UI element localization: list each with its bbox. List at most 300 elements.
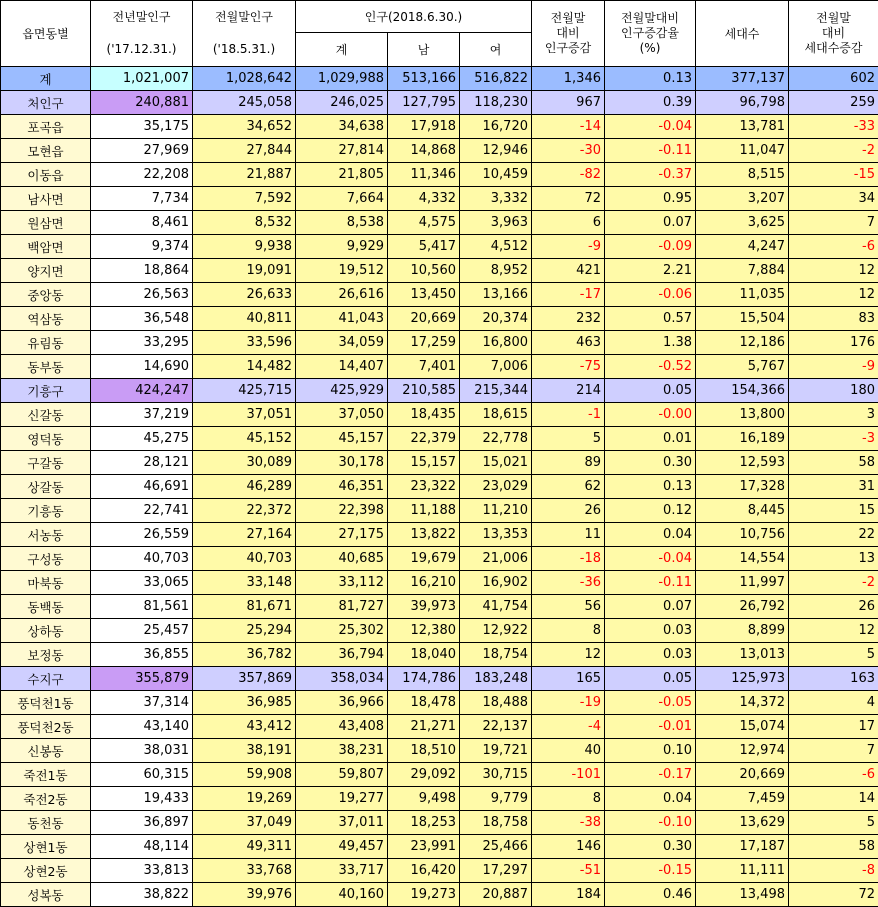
cell-value: 4	[789, 691, 878, 715]
cell-value: -0.04	[605, 115, 696, 139]
table-row	[1, 427, 878, 451]
region-name: 기흥구	[1, 379, 91, 403]
region-name: 서농동	[1, 523, 91, 547]
cell-value: 1,021,007	[91, 67, 193, 91]
cell-value: 18,488	[460, 691, 532, 715]
table-row	[1, 643, 878, 667]
cell-value: 16,902	[460, 571, 532, 595]
cell-value: 259	[789, 91, 878, 115]
region-name: 죽전2동	[1, 787, 91, 811]
cell-value: 8,515	[696, 163, 789, 187]
cell-value: -17	[532, 283, 605, 307]
table-row	[1, 787, 878, 811]
cell-value: 18,478	[388, 691, 460, 715]
cell-value: 28,121	[91, 451, 193, 475]
header-pop-change: 전월말 대비 인구증감	[532, 1, 605, 67]
cell-value: 17,328	[696, 475, 789, 499]
cell-value: 56	[532, 595, 605, 619]
cell-value: 11	[532, 523, 605, 547]
cell-value: -6	[789, 763, 878, 787]
cell-value: 6	[532, 211, 605, 235]
cell-value: 0.13	[605, 475, 696, 499]
region-name: 신갈동	[1, 403, 91, 427]
cell-value: 22,208	[91, 163, 193, 187]
cell-value: 27,175	[296, 523, 388, 547]
cell-value: 20,669	[388, 307, 460, 331]
cell-value: 13,822	[388, 523, 460, 547]
cell-value: 127,795	[388, 91, 460, 115]
cell-value: 33,717	[296, 859, 388, 883]
table-row	[1, 811, 878, 835]
cell-value: 26	[532, 499, 605, 523]
cell-value: -101	[532, 763, 605, 787]
cell-value: 14,482	[193, 355, 296, 379]
cell-value: 15,021	[460, 451, 532, 475]
cell-value: 30,089	[193, 451, 296, 475]
region-name: 동백동	[1, 595, 91, 619]
cell-value: 38,191	[193, 739, 296, 763]
cell-value: -9	[532, 235, 605, 259]
cell-value: 18,435	[388, 403, 460, 427]
cell-value: -0.11	[605, 571, 696, 595]
cell-value: 11,188	[388, 499, 460, 523]
cell-value: 58	[789, 835, 878, 859]
cell-value: -38	[532, 811, 605, 835]
region-name: 남사면	[1, 187, 91, 211]
cell-value: 46,289	[193, 475, 296, 499]
cell-value: 11,047	[696, 139, 789, 163]
cell-value: -0.15	[605, 859, 696, 883]
cell-value: 0.13	[605, 67, 696, 91]
cell-value: 38,231	[296, 739, 388, 763]
cell-value: 3,625	[696, 211, 789, 235]
cell-value: 59,807	[296, 763, 388, 787]
cell-value: 38,822	[91, 883, 193, 907]
table-row	[1, 835, 878, 859]
cell-value: 7	[789, 739, 878, 763]
cell-value: 180	[789, 379, 878, 403]
region-name: 동부동	[1, 355, 91, 379]
region-name: 유림동	[1, 331, 91, 355]
table-row	[1, 163, 878, 187]
cell-value: 8,532	[193, 211, 296, 235]
cell-value: 18,864	[91, 259, 193, 283]
cell-value: 13,800	[696, 403, 789, 427]
table-row	[1, 187, 878, 211]
region-name: 계	[1, 67, 91, 91]
region-name: 이동읍	[1, 163, 91, 187]
cell-value: 245,058	[193, 91, 296, 115]
region-name: 원삼면	[1, 211, 91, 235]
cell-value: 16,800	[460, 331, 532, 355]
cell-value: 15,074	[696, 715, 789, 739]
cell-value: 22,372	[193, 499, 296, 523]
cell-value: 18,510	[388, 739, 460, 763]
cell-value: 33,768	[193, 859, 296, 883]
cell-value: 13,781	[696, 115, 789, 139]
cell-value: -8	[789, 859, 878, 883]
cell-value: 8	[532, 787, 605, 811]
cell-value: 36,985	[193, 691, 296, 715]
cell-value: 43,408	[296, 715, 388, 739]
cell-value: 8,461	[91, 211, 193, 235]
cell-value: 7	[789, 211, 878, 235]
cell-value: 513,166	[388, 67, 460, 91]
cell-value: 146	[532, 835, 605, 859]
cell-value: 34,638	[296, 115, 388, 139]
cell-value: 21,006	[460, 547, 532, 571]
cell-value: 14	[789, 787, 878, 811]
cell-value: 13	[789, 547, 878, 571]
header-female: 여	[460, 33, 532, 67]
cell-value: 18,253	[388, 811, 460, 835]
cell-value: 38,031	[91, 739, 193, 763]
cell-value: 3,207	[696, 187, 789, 211]
cell-value: 33,112	[296, 571, 388, 595]
cell-value: 23,029	[460, 475, 532, 499]
cell-value: 22,379	[388, 427, 460, 451]
cell-value: 26	[789, 595, 878, 619]
table-row	[1, 283, 878, 307]
cell-value: 14,868	[388, 139, 460, 163]
cell-value: -0.09	[605, 235, 696, 259]
cell-value: 21,805	[296, 163, 388, 187]
table-row	[1, 451, 878, 475]
table-row	[1, 571, 878, 595]
cell-value: 49,311	[193, 835, 296, 859]
cell-value: 0.57	[605, 307, 696, 331]
subtotal-row	[1, 91, 878, 115]
cell-value: 37,051	[193, 403, 296, 427]
cell-value: 31	[789, 475, 878, 499]
cell-value: 7,401	[388, 355, 460, 379]
cell-value: 27,164	[193, 523, 296, 547]
cell-value: 59,908	[193, 763, 296, 787]
cell-value: 11,997	[696, 571, 789, 595]
cell-value: 26,633	[193, 283, 296, 307]
cell-value: 72	[789, 883, 878, 907]
cell-value: 40	[532, 739, 605, 763]
table-row	[1, 883, 878, 907]
cell-value: 7,459	[696, 787, 789, 811]
cell-value: 154,366	[696, 379, 789, 403]
cell-value: 13,166	[460, 283, 532, 307]
cell-value: 17	[789, 715, 878, 739]
cell-value: 8,899	[696, 619, 789, 643]
cell-value: -0.04	[605, 547, 696, 571]
cell-value: 41,043	[296, 307, 388, 331]
cell-value: 17,297	[460, 859, 532, 883]
region-name: 양지면	[1, 259, 91, 283]
cell-value: 9,938	[193, 235, 296, 259]
cell-value: 36,897	[91, 811, 193, 835]
cell-value: 12,922	[460, 619, 532, 643]
cell-value: 421	[532, 259, 605, 283]
cell-value: 81,671	[193, 595, 296, 619]
cell-value: 13,629	[696, 811, 789, 835]
cell-value: 25,302	[296, 619, 388, 643]
region-name: 구성동	[1, 547, 91, 571]
cell-value: -0.05	[605, 691, 696, 715]
table-body	[1, 67, 878, 907]
cell-value: 26,616	[296, 283, 388, 307]
cell-value: 22,398	[296, 499, 388, 523]
cell-value: 9,929	[296, 235, 388, 259]
cell-value: 25,457	[91, 619, 193, 643]
cell-value: 10,756	[696, 523, 789, 547]
cell-value: 9,779	[460, 787, 532, 811]
cell-value: -0.00	[605, 403, 696, 427]
table-row	[1, 235, 878, 259]
cell-value: 210,585	[388, 379, 460, 403]
cell-value: 34,059	[296, 331, 388, 355]
cell-value: 20,669	[696, 763, 789, 787]
cell-value: 118,230	[460, 91, 532, 115]
cell-value: 33,065	[91, 571, 193, 595]
table-row	[1, 403, 878, 427]
table-row	[1, 259, 878, 283]
cell-value: 4,575	[388, 211, 460, 235]
cell-value: 15	[789, 499, 878, 523]
cell-value: 12,974	[696, 739, 789, 763]
cell-value: 34	[789, 187, 878, 211]
cell-value: -14	[532, 115, 605, 139]
cell-value: -4	[532, 715, 605, 739]
cell-value: 46,691	[91, 475, 193, 499]
cell-value: 58	[789, 451, 878, 475]
cell-value: 27,814	[296, 139, 388, 163]
cell-value: 0.07	[605, 595, 696, 619]
cell-value: 20,374	[460, 307, 532, 331]
cell-value: -82	[532, 163, 605, 187]
cell-value: 5	[532, 427, 605, 451]
cell-value: 5,767	[696, 355, 789, 379]
region-name: 풍덕천1동	[1, 691, 91, 715]
cell-value: 0.30	[605, 835, 696, 859]
cell-value: 10,560	[388, 259, 460, 283]
cell-value: -0.06	[605, 283, 696, 307]
cell-value: -30	[532, 139, 605, 163]
cell-value: 17,259	[388, 331, 460, 355]
cell-value: 11,346	[388, 163, 460, 187]
table-row	[1, 859, 878, 883]
header-current-population: 인구(2018.6.30.)	[296, 1, 532, 33]
region-name: 처인구	[1, 91, 91, 115]
cell-value: 15,157	[388, 451, 460, 475]
cell-value: 12,380	[388, 619, 460, 643]
cell-value: 19,512	[296, 259, 388, 283]
cell-value: 14,407	[296, 355, 388, 379]
header-change-rate: 전월말대비 인구증감율 (%)	[605, 1, 696, 67]
header-households: 세대수	[696, 1, 789, 67]
cell-value: -0.37	[605, 163, 696, 187]
cell-value: 10,459	[460, 163, 532, 187]
cell-value: 22	[789, 523, 878, 547]
region-name: 풍덕천2동	[1, 715, 91, 739]
header-hh-change: 전월말 대비 세대수증감	[789, 1, 878, 67]
cell-value: 39,976	[193, 883, 296, 907]
cell-value: 7,884	[696, 259, 789, 283]
cell-value: -0.17	[605, 763, 696, 787]
table-row	[1, 547, 878, 571]
cell-value: 5,417	[388, 235, 460, 259]
cell-value: -3	[789, 427, 878, 451]
table-row	[1, 475, 878, 499]
region-name: 백암면	[1, 235, 91, 259]
cell-value: 40,703	[91, 547, 193, 571]
cell-value: 22,741	[91, 499, 193, 523]
cell-value: 7,006	[460, 355, 532, 379]
cell-value: -51	[532, 859, 605, 883]
cell-value: 0.05	[605, 379, 696, 403]
header-region: 읍면동별	[1, 1, 91, 67]
cell-value: 43,140	[91, 715, 193, 739]
cell-value: 81,561	[91, 595, 193, 619]
cell-value: 0.30	[605, 451, 696, 475]
cell-value: 424,247	[91, 379, 193, 403]
cell-value: 37,219	[91, 403, 193, 427]
cell-value: 12	[532, 643, 605, 667]
cell-value: 12	[789, 259, 878, 283]
cell-value: 0.39	[605, 91, 696, 115]
cell-value: 9,374	[91, 235, 193, 259]
cell-value: 11,111	[696, 859, 789, 883]
cell-value: 7,734	[91, 187, 193, 211]
cell-value: 3	[789, 403, 878, 427]
cell-value: -2	[789, 571, 878, 595]
cell-value: 21,271	[388, 715, 460, 739]
cell-value: 16,189	[696, 427, 789, 451]
total-row	[1, 67, 878, 91]
cell-value: 40,160	[296, 883, 388, 907]
cell-value: -0.01	[605, 715, 696, 739]
cell-value: 48,114	[91, 835, 193, 859]
cell-value: 45,152	[193, 427, 296, 451]
cell-value: 183,248	[460, 667, 532, 691]
cell-value: 0.01	[605, 427, 696, 451]
cell-value: -0.11	[605, 139, 696, 163]
cell-value: 246,025	[296, 91, 388, 115]
region-name: 죽전1동	[1, 763, 91, 787]
cell-value: 16,720	[460, 115, 532, 139]
table-row	[1, 139, 878, 163]
cell-value: 14,554	[696, 547, 789, 571]
cell-value: 16,210	[388, 571, 460, 595]
cell-value: 0.12	[605, 499, 696, 523]
cell-value: 15,504	[696, 307, 789, 331]
cell-value: -6	[789, 235, 878, 259]
cell-value: 19,721	[460, 739, 532, 763]
cell-value: 41,754	[460, 595, 532, 619]
region-name: 상현1동	[1, 835, 91, 859]
cell-value: -36	[532, 571, 605, 595]
cell-value: 46,351	[296, 475, 388, 499]
region-name: 구갈동	[1, 451, 91, 475]
table-row	[1, 619, 878, 643]
cell-value: 165	[532, 667, 605, 691]
cell-value: -0.52	[605, 355, 696, 379]
cell-value: -0.10	[605, 811, 696, 835]
cell-value: 12,186	[696, 331, 789, 355]
cell-value: 23,322	[388, 475, 460, 499]
cell-value: 516,822	[460, 67, 532, 91]
cell-value: 45,157	[296, 427, 388, 451]
cell-value: -33	[789, 115, 878, 139]
cell-value: 17,918	[388, 115, 460, 139]
cell-value: 5	[789, 643, 878, 667]
cell-value: 1,029,988	[296, 67, 388, 91]
cell-value: 13,450	[388, 283, 460, 307]
cell-value: 26,563	[91, 283, 193, 307]
cell-value: 174,786	[388, 667, 460, 691]
cell-value: 0.95	[605, 187, 696, 211]
cell-value: 0.03	[605, 619, 696, 643]
table-row	[1, 595, 878, 619]
cell-value: 184	[532, 883, 605, 907]
cell-value: 19,091	[193, 259, 296, 283]
region-name: 상갈동	[1, 475, 91, 499]
cell-value: 40,703	[193, 547, 296, 571]
cell-value: 967	[532, 91, 605, 115]
cell-value: 89	[532, 451, 605, 475]
cell-value: -1	[532, 403, 605, 427]
cell-value: 25,466	[460, 835, 532, 859]
cell-value: 1,346	[532, 67, 605, 91]
region-name: 보정동	[1, 643, 91, 667]
cell-value: 5	[789, 811, 878, 835]
cell-value: 37,050	[296, 403, 388, 427]
cell-value: 357,869	[193, 667, 296, 691]
cell-value: 425,715	[193, 379, 296, 403]
cell-value: 62	[532, 475, 605, 499]
cell-value: 36,855	[91, 643, 193, 667]
cell-value: 37,049	[193, 811, 296, 835]
cell-value: -2	[789, 139, 878, 163]
cell-value: 12,946	[460, 139, 532, 163]
header-prev-month-date: ('18.5.31.)	[193, 33, 296, 67]
subtotal-row	[1, 667, 878, 691]
header-prev-year-date: ('17.12.31.)	[91, 33, 193, 67]
cell-value: 358,034	[296, 667, 388, 691]
cell-value: 49,457	[296, 835, 388, 859]
region-name: 성복동	[1, 883, 91, 907]
cell-value: 8,445	[696, 499, 789, 523]
region-name: 포곡읍	[1, 115, 91, 139]
cell-value: 27,844	[193, 139, 296, 163]
cell-value: 13,353	[460, 523, 532, 547]
cell-value: 33,596	[193, 331, 296, 355]
cell-value: 232	[532, 307, 605, 331]
cell-value: 22,137	[460, 715, 532, 739]
region-name: 기흥동	[1, 499, 91, 523]
cell-value: 21,887	[193, 163, 296, 187]
table-row	[1, 763, 878, 787]
cell-value: 240,881	[91, 91, 193, 115]
cell-value: 12	[789, 283, 878, 307]
cell-value: 20,887	[460, 883, 532, 907]
cell-value: 19,433	[91, 787, 193, 811]
table-row	[1, 115, 878, 139]
table-row	[1, 331, 878, 355]
cell-value: 214	[532, 379, 605, 403]
table-row	[1, 739, 878, 763]
cell-value: 425,929	[296, 379, 388, 403]
cell-value: 11,035	[696, 283, 789, 307]
cell-value: 176	[789, 331, 878, 355]
region-name: 영덕동	[1, 427, 91, 451]
cell-value: 377,137	[696, 67, 789, 91]
cell-value: 25,294	[193, 619, 296, 643]
